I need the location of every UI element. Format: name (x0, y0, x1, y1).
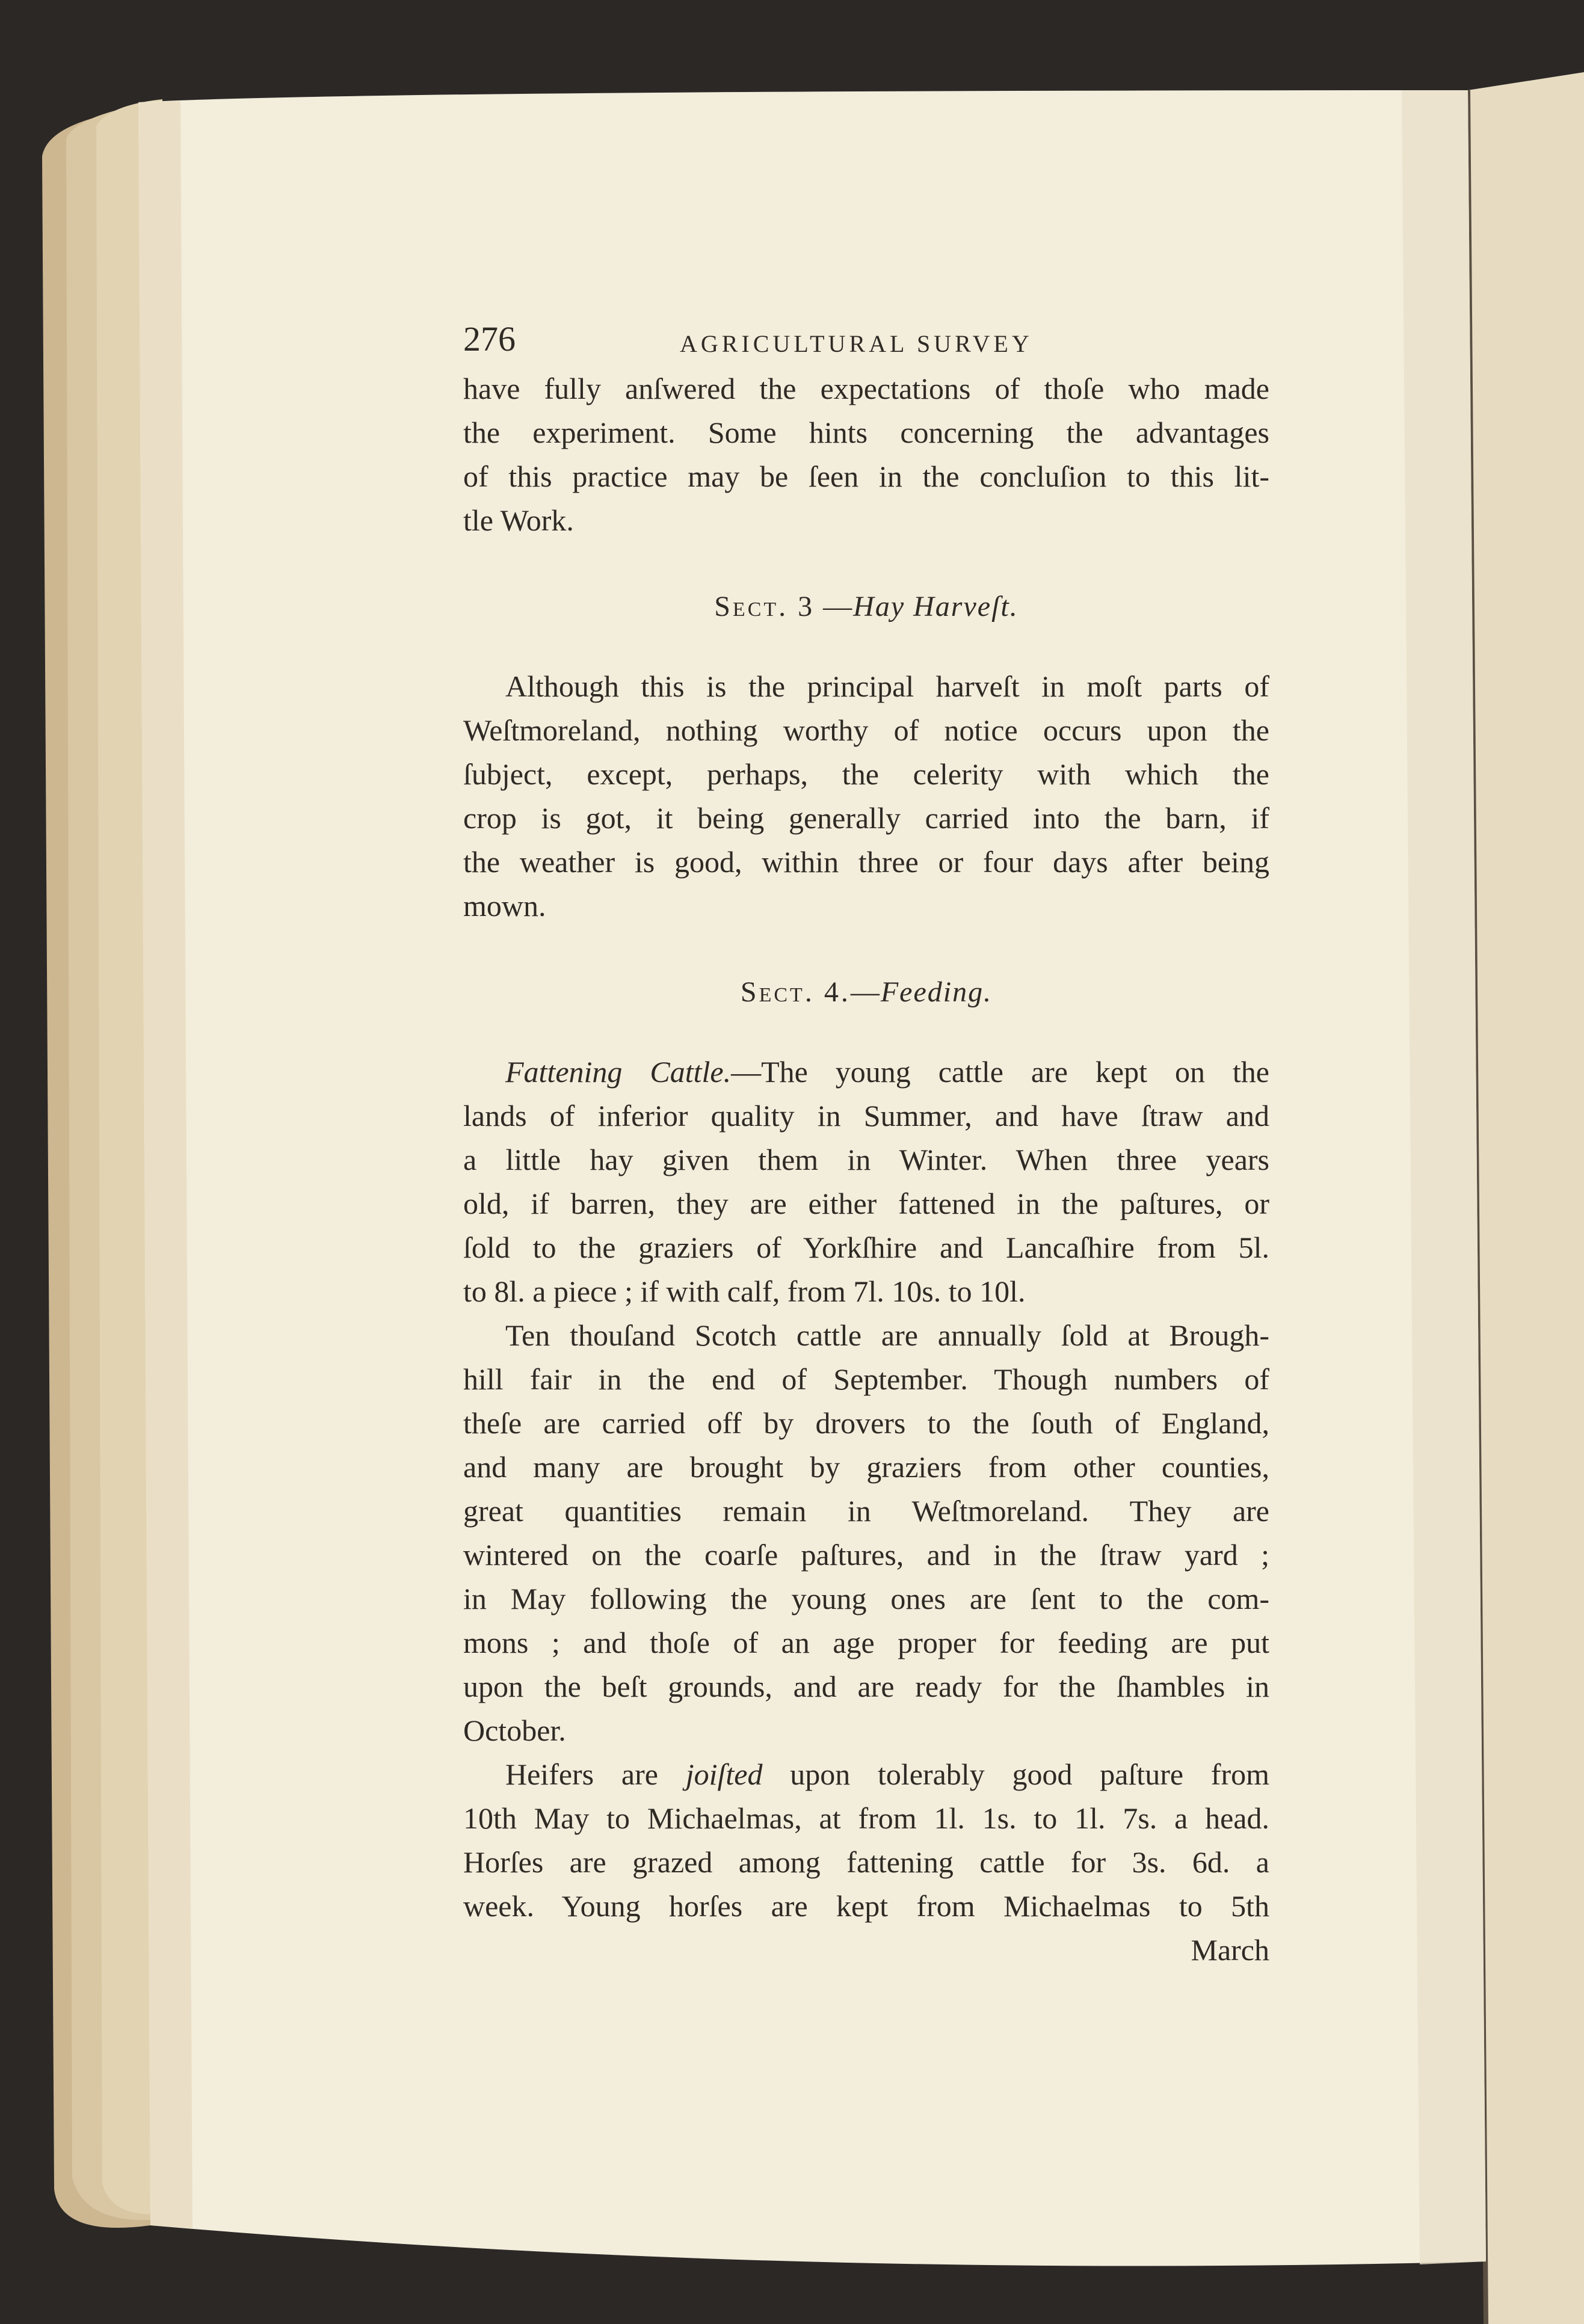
text-line: old, if barren, they are either fattened in the paſtures, or (463, 1187, 1269, 1220)
text-line: Although this is the principal harveſt in moſt parts of (505, 669, 1269, 703)
text-line: upon the beſt grounds, and are ready for the ſhambles in (463, 1670, 1269, 1703)
text-line: of this practice may be ſeen in the concluſion to this lit- (463, 460, 1269, 493)
text-line (463, 1753, 1269, 1797)
text-line: mons ; and thoſe of an age proper for feeding are put (463, 1626, 1269, 1659)
text-line: ſold to the graziers of Yorkſhire and Lancaſhire from 5l. (463, 1231, 1269, 1264)
text-line: great quantities remain in Weſtmoreland. They are (463, 1494, 1269, 1528)
section-separator: — (850, 976, 881, 1008)
text-run: upon tolerably good paſture from (762, 1757, 1269, 1791)
section-3-heading (463, 585, 1269, 629)
page-number: 276 (463, 319, 516, 358)
text-run: Heifers are (505, 1757, 686, 1791)
text-line: Weſtmoreland, nothing worthy of notice occurs upon the (463, 713, 1269, 747)
text-line: a little hay given them in Winter. When three years (463, 1143, 1269, 1176)
scotch-cattle-paragraph (463, 1314, 1269, 1753)
section-title: Hay Harveſt. (853, 591, 1019, 622)
text-line: lands of inferior quality in Summer, and have ſtraw and (463, 1099, 1269, 1133)
text-line: the weather is good, within three or four days after being (463, 845, 1269, 879)
text-run-italic: joiſted (685, 1757, 763, 1791)
run-in-heading: Fattening Cattle. (505, 1055, 732, 1089)
text-line: hill fair in the end of September. Though numbers of (463, 1362, 1269, 1396)
section-separator: — (823, 591, 854, 622)
heifers-paragraph (463, 1753, 1269, 1928)
section-4-heading (463, 970, 1269, 1014)
section-label: Sect. 3 (714, 591, 815, 622)
text-line: crop is got, it being generally carried into the barn, if (463, 801, 1269, 835)
text-line: mown. (463, 889, 546, 923)
text-line: in May following the young ones are ſent to the com- (463, 1582, 1269, 1615)
text-line: have fully anſwered the expectations of thoſe who made (463, 372, 1269, 405)
running-title: AGRICULTURAL SURVEY (680, 330, 1033, 357)
text-line: October. (463, 1714, 566, 1747)
text-line: wintered on the coarſe paſtures, and in the ſtraw yard ; (463, 1538, 1269, 1572)
text-line: Ten thouſand Scotch cattle are annually ſold at Brough- (505, 1318, 1269, 1352)
text-line: week. Young horſes are kept from Michaelmas to 5th (463, 1889, 1269, 1923)
text-line: 10th May to Michaelmas, at from 1l. 1s. to 1l. 7s. a head. (463, 1801, 1269, 1835)
text-line: Horſes are grazed among fattening cattle for 3s. 6d. a (463, 1845, 1269, 1879)
text-line: tle Work. (463, 503, 574, 537)
text-line: the experiment. Some hints concerning the advantages (463, 416, 1269, 449)
hay-harvest-paragraph (463, 665, 1269, 928)
text-run: —The young cattle are kept on the (731, 1055, 1269, 1089)
catchword: March (1191, 1933, 1269, 1967)
text-line: ſubject, except, perhaps, the celerity with which the (463, 757, 1269, 791)
text-line: and many are brought by graziers from other counties, (463, 1450, 1269, 1484)
text-line: theſe are carried off by drovers to the ſouth of England, (463, 1406, 1269, 1440)
fattening-cattle-paragraph (463, 1050, 1269, 1314)
text-line: to 8l. a piece ; if with calf, from 7l. 10s. to 10l. (463, 1274, 1026, 1308)
section-label: Sect. 4. (740, 976, 851, 1008)
intro-paragraph (463, 367, 1269, 543)
page-text-block (463, 313, 1269, 1972)
text-line (463, 1050, 1269, 1094)
section-title: Feeding. (880, 976, 993, 1008)
running-head (463, 313, 1269, 367)
